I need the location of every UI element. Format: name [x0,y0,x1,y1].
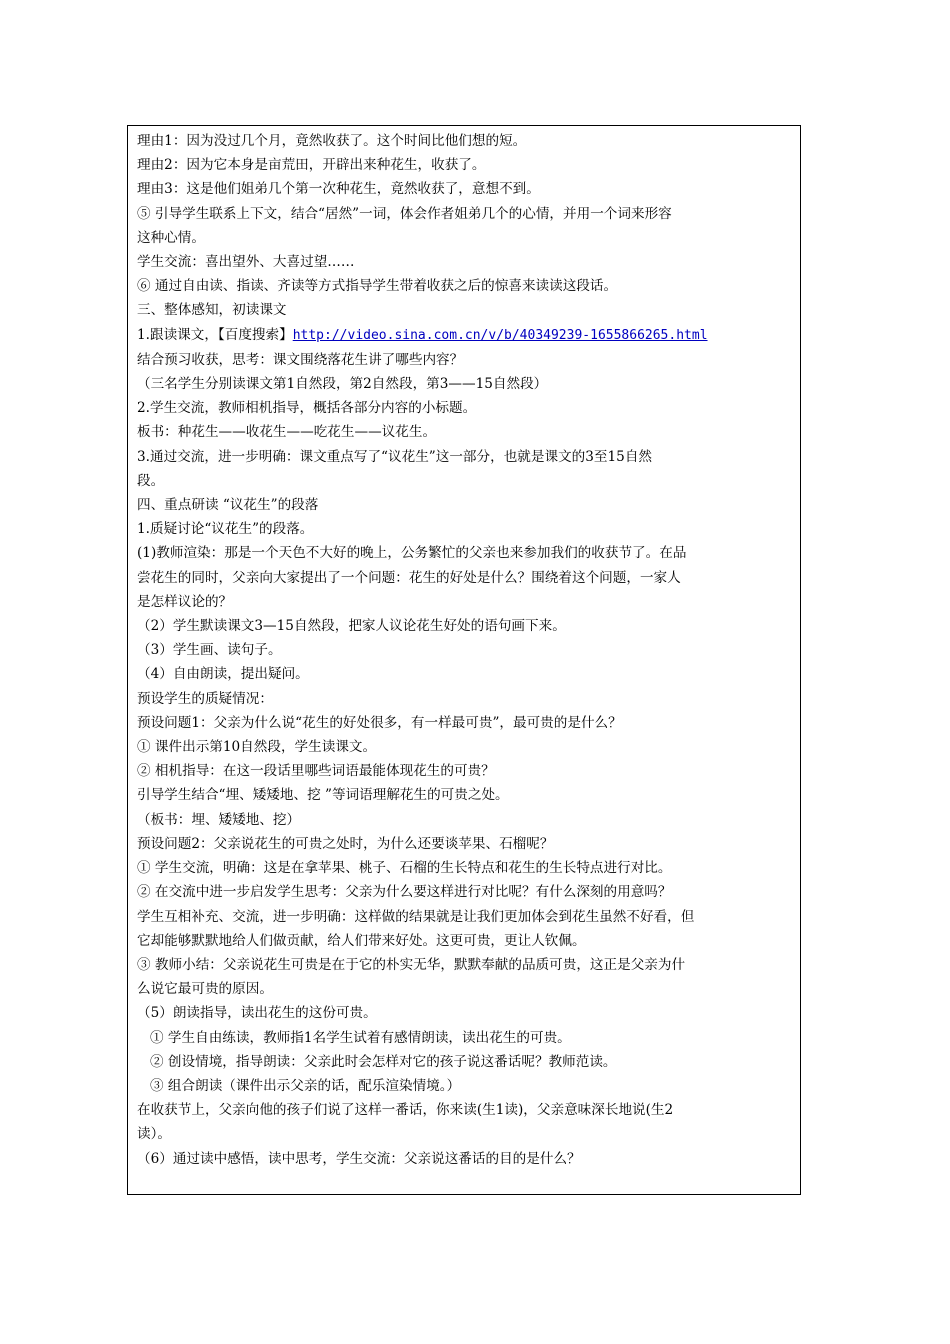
section-heading: 三、整体感知，初读课文 [137,302,287,319]
text-line: （三名学生分别读课文第1自然段，第2自然段，第3——15自然段） [137,376,548,393]
text-line: ② 相机指导：在这一段话里哪些词语最能体现花生的可贵？ [137,763,495,780]
text-line: 预设学生的质疑情况： [137,690,273,707]
text-line: ② 在交流中进一步启发学生思考：父亲为什么要这样进行对比呢？有什么深刻的用意吗？ [137,884,672,901]
text-line: 预设问题1：父亲为什么说“花生的好处很多，有一样最可贵”，最可贵的是什么？ [137,714,622,731]
text-line: 3.通过交流，进一步明确：课文重点写了“议花生”这一部分，也就是课文的3至15自然 [137,448,653,465]
text-line: （4）自由朗读，提出疑问。 [137,666,309,683]
text-line: 在收获节上，父亲向他的孩子们说了这样一番话，你来读(生1读)，父亲意味深长地说(生2 [137,1102,674,1119]
text-line: 引导学生结合“埋、矮矮地、挖 ”等词语理解花生的可贵之处。 [137,787,509,804]
text-line: 么说它最可贵的原因。 [137,981,273,998]
indented-line: ② 创设情境，指导朗读：父亲此时会怎样对它的孩子说这番话呢？教师范读。 [150,1053,617,1070]
text-line: ⑤ 引导学生联系上下文，结合“居然”一词，体会作者姐弟几个的心情，并用一个词来形容 [137,205,672,222]
search-line-prefix: 1.跟读课文，【百度搜索】 [137,326,293,343]
text-line: ⑥ 通过自由读、指读、齐读等方式指导学生带着收获之后的惊喜来读读这段话。 [137,278,618,295]
text-line: （5）朗读指导，读出花生的这份可贵。 [137,1005,377,1022]
text-line: 读）。 [137,1126,171,1143]
text-line: 它却能够默默地给人们做贡献，给人们带来好处。这更可贵，更让人钦佩。 [137,932,586,949]
text-line: 理由3：这是他们姐弟几个第一次种花生，竟然收获了，意想不到。 [137,181,540,198]
text-line: ① 学生交流，明确：这是在拿苹果、桃子、石榴的生长特点和花生的生长特点进行对比。 [137,860,672,877]
indented-line: ③ 组合朗读（课件出示父亲的话，配乐渲染情境。） [150,1077,461,1094]
text-line: 预设问题2：父亲说花生的可贵之处时，为什么还要谈苹果、石榴呢？ [137,835,554,852]
text-line: 理由1：因为没过几个月，竟然收获了。这个时间比他们想的短。 [137,133,527,149]
text-line: 这种心情。 [137,229,205,246]
text-line: 尝花生的同时，父亲向大家提出了一个问题：花生的好处是什么？围绕着这个问题，一家人 [137,569,681,586]
lesson-plan-cell [127,125,801,1195]
text-line: （3）学生画、读句子。 [137,642,282,659]
text-line: （板书：埋、矮矮地、挖） [137,811,301,828]
text-line: 1.质疑讨论“议花生”的段落。 [137,521,314,538]
text-line: 结合预习收获，思考：课文围绕落花生讲了哪些内容？ [137,351,464,368]
text-line: 学生交流：喜出望外、大喜过望…… [137,254,355,271]
text-line: 理由2：因为它本身是亩荒田，开辟出来种花生，收获了。 [137,157,486,174]
text-line: （2）学生默读课文3—15自然段，把家人议论花生好处的语句画下来。 [137,618,566,635]
text-line: 学生互相补充、交流，进一步明确：这样做的结果就是让我们更加体会到花生虽然不好看，但 [137,908,695,925]
text-line: 段。 [137,472,165,489]
text-line: 板书：种花生——收花生——吃花生——议花生。 [137,424,437,441]
text-line: （6）通过读中感悟，读中思考，学生交流：父亲说这番话的目的是什么？ [137,1150,581,1167]
text-line: ③ 教师小结：父亲说花生可贵是在于它的朴实无华，默默奉献的品质可贵，这正是父亲为什 [137,956,686,973]
video-link[interactable]: http://video.sina.com.cn/v/b/40349239-1655866265.html [292,327,708,343]
text-line: (1)教师渲染：那是一个天色不大好的晚上，公务繁忙的父亲也来参加我们的收获节了。在品 [137,545,687,562]
section-heading: 四、重点研读 “议花生”的段落 [137,497,319,514]
indented-line: ① 学生自由练读，教师指1名学生试着有感情朗读，读出花生的可贵。 [150,1029,571,1046]
text-line: ① 课件出示第10自然段，学生读课文。 [137,739,377,756]
text-line: 2.学生交流，教师相机指导，概括各部分内容的小标题。 [137,400,477,417]
text-line: 是怎样议论的？ [137,593,233,610]
search-line [137,323,796,348]
